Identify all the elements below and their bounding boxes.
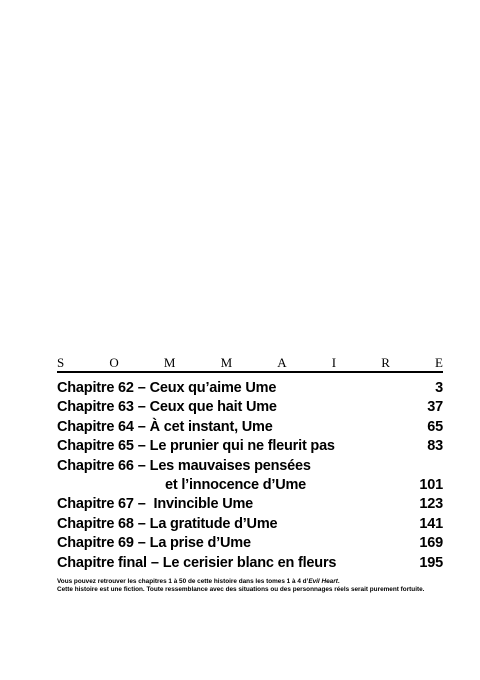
chapter-number: Chapitre 62 [57,380,134,396]
separator: – [137,535,146,552]
chapter-title: À cet instant, Ume [149,418,273,435]
chapter-number: Chapitre 66 [57,457,134,474]
toc-entry [57,495,443,514]
chapter-number: Chapitre 63 [57,399,134,416]
page-number: 141 [419,515,443,532]
heading-letter: M [163,355,176,370]
chapter-title-continuation: et l’innocence d’Ume [165,477,307,494]
toc-heading [57,352,443,373]
heading-letter: A [277,355,287,370]
chapter-title: Ceux qu’aime Ume [149,380,277,396]
chapter-number: Chapitre final [57,554,147,571]
separator: – [137,496,146,513]
page-number: 83 [427,438,443,455]
footnote-line: Cette histoire est une fiction. Toute ressemblance avec des situations ou des personnages réels serait purement fortuite. [57,586,425,594]
separator: – [150,554,159,571]
book-title: Evil Heart [308,578,338,586]
heading-letter: I [331,355,337,370]
footnote-line [57,578,443,586]
page-number: 195 [419,554,443,571]
chapter-title: Le prunier qui ne fleurit pas [149,438,335,455]
toc-entries [57,379,443,573]
separator: – [137,399,146,416]
page-number: 37 [427,399,443,416]
toc-entry [57,437,443,456]
chapter-number: Chapitre 64 [57,418,134,435]
chapter-title: Le cerisier blanc en fleurs [162,554,337,571]
separator: – [137,418,146,435]
chapter-title: Invincible Ume [149,496,254,513]
separator: – [137,438,146,455]
page-number: 123 [419,496,443,513]
chapter-number: Chapitre 69 [57,535,134,552]
toc-entry [57,418,443,437]
table-of-contents [57,352,443,594]
toc-entry-continuation [57,476,443,495]
separator: – [137,515,146,532]
footnote-punctuation: . [337,578,340,586]
toc-entry [57,534,443,553]
chapter-number: Chapitre 67 [57,496,134,513]
chapter-number: Chapitre 65 [57,438,134,455]
chapter-title: La prise d’Ume [149,535,251,552]
separator: – [137,457,146,474]
footnote-text: Vous pouvez retrouver les chapitres 1 à 50 de cette histoire dans les tomes 1 à 4 d’ [57,578,309,586]
chapter-title: Ceux que hait Ume [149,399,277,416]
heading-letter: O [109,355,119,370]
toc-entry [57,515,443,534]
chapter-title: Les mauvaises pensées [149,457,311,474]
page-number: 169 [419,535,443,552]
page-number: 65 [427,418,443,435]
toc-entry [57,379,443,398]
toc-entry [57,457,443,476]
toc-entry [57,398,443,417]
heading-letter: M [220,355,233,370]
page-number: 101 [419,477,443,494]
heading-letter: E [435,355,443,370]
toc-entry [57,554,443,573]
chapter-number: Chapitre 68 [57,515,134,532]
heading-letter: S [57,355,65,370]
separator: – [137,380,146,396]
heading-letter: R [381,355,390,370]
page-number: 3 [435,380,443,396]
footnotes [57,578,443,594]
chapter-title: La gratitude d’Ume [149,515,278,532]
